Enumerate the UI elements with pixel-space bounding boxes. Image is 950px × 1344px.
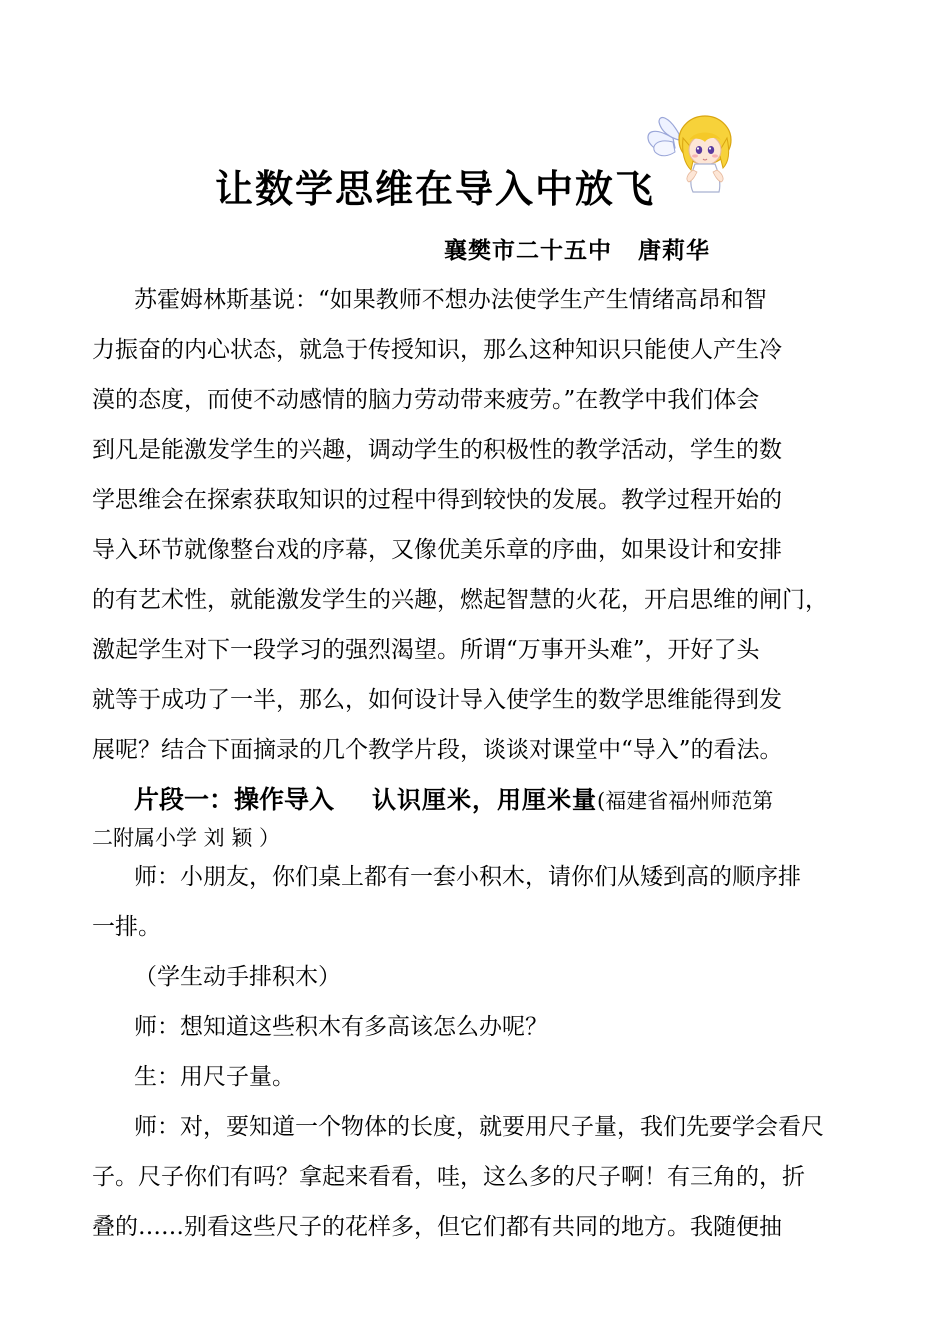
- paragraph-line: 漠的态度，而使不动感情的脑力劳动带来疲劳。”在教学中我们体会: [92, 387, 760, 413]
- angel-clipart-icon: [643, 108, 735, 200]
- segment-heading: [134, 780, 773, 816]
- dialogue-line: 一排。: [92, 914, 161, 940]
- paragraph-line: 展呢？结合下面摘录的几个教学片段，谈谈对课堂中“导入”的看法。: [92, 737, 783, 763]
- paragraph-line: 导入环节就像整台戏的序幕，又像优美乐章的序曲，如果设计和安排: [92, 537, 782, 563]
- dialogue-line: 师：小朋友，你们桌上都有一套小积木，请你们从矮到高的顺序排: [134, 864, 801, 890]
- dialogue-line: （学生动手排积木）: [134, 964, 341, 990]
- author-name: 唐莉华: [638, 237, 710, 264]
- dialogue-line: 师：想知道这些积木有多高该怎么办呢？: [134, 1014, 548, 1040]
- paragraph-line: 力振奋的内心状态，就急于传授知识，那么这种知识只能使人产生冷: [92, 337, 782, 363]
- dialogue-line: 叠的……别看这些尺子的花样多，但它们都有共同的地方。我随便抽: [92, 1214, 782, 1240]
- author-school: 襄樊市二十五中: [444, 237, 612, 264]
- paragraph-line: 苏霍姆林斯基说：“如果教师不想办法使学生产生情绪高昂和智: [134, 287, 767, 313]
- paragraph-line: 就等于成功了一半，那么，如何设计导入使学生的数学思维能得到发: [92, 687, 782, 713]
- author-line: [444, 232, 710, 265]
- paragraph-line: 激起学生对下一段学习的强烈渴望。所谓“万事开头难”，开好了头: [92, 637, 760, 663]
- segment-topic: 认识厘米，用厘米量: [372, 785, 598, 814]
- segment-label: 片段一：操作导入: [134, 785, 335, 814]
- segment-source-continued: 二附属小学 刘 颖 ）: [92, 826, 281, 850]
- paragraph-line: 的有艺术性，就能激发学生的兴趣，燃起智慧的火花，开启思维的闸门，: [92, 587, 828, 613]
- paragraph-line: 学思维会在探索获取知识的过程中得到较快的发展。教学过程开始的: [92, 487, 782, 513]
- dialogue-line: 师：对，要知道一个物体的长度，就要用尺子量，我们先要学会看尺: [134, 1114, 824, 1140]
- document-title: 让数学思维在导入中放飞: [215, 166, 656, 211]
- dialogue-line: 生：用尺子量。: [134, 1064, 295, 1090]
- dialogue-line: 子。尺子你们有吗？拿起来看看，哇，这么多的尺子啊！有三角的，折: [92, 1164, 805, 1190]
- paragraph-line: 到凡是能激发学生的兴趣，调动学生的积极性的教学活动，学生的数: [92, 437, 782, 463]
- segment-source: (福建省福州师范第: [597, 789, 774, 813]
